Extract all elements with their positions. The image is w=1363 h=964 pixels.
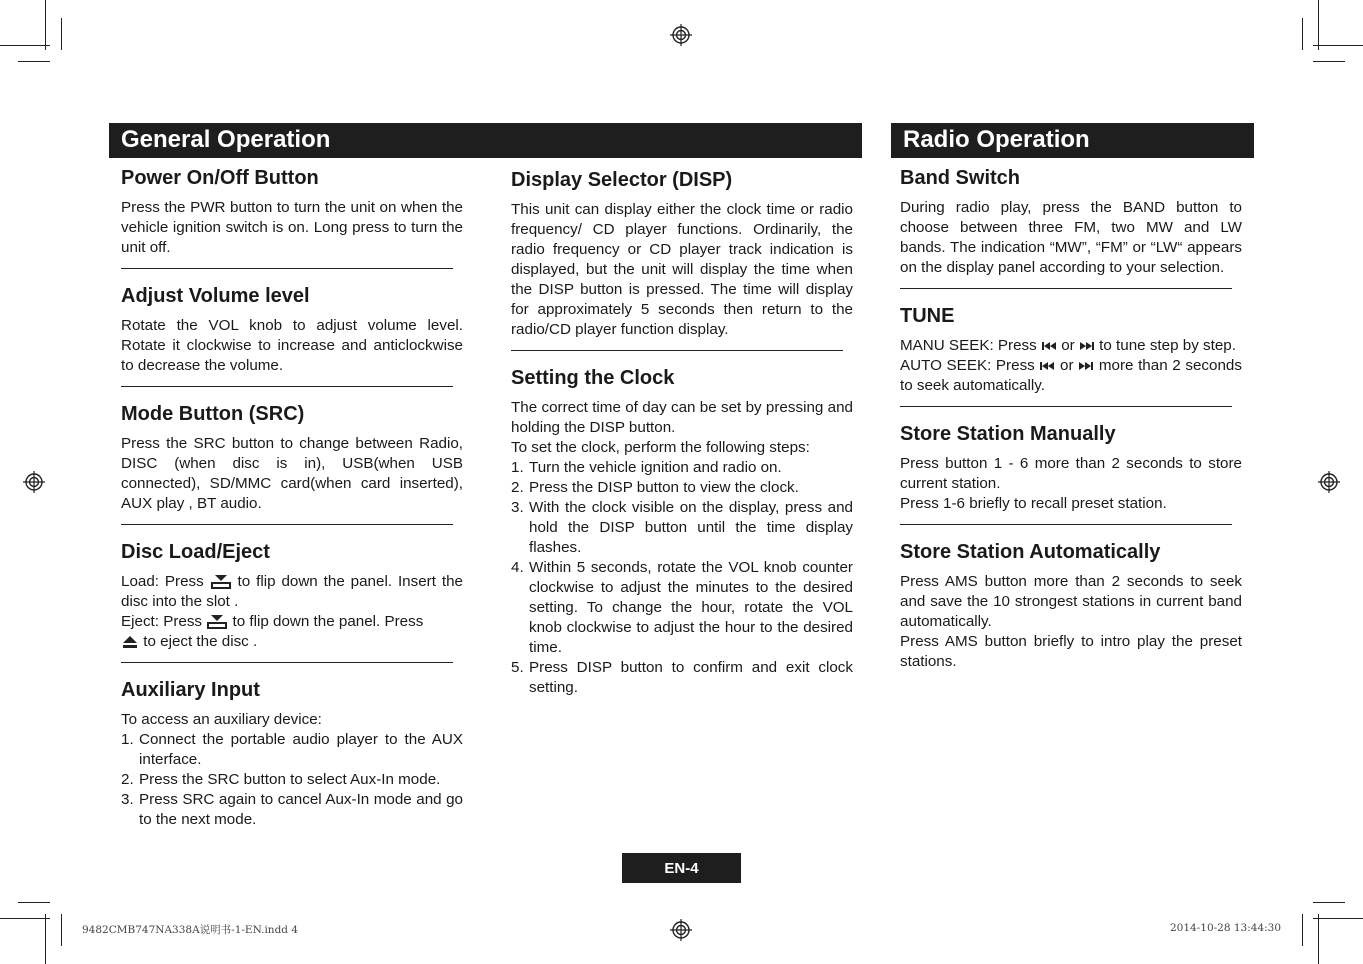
list-item: 4. Within 5 seconds, rotate the VOL knob counter clockwise to adjust the minutes to the desired setting. To change the hour, rotate the VOL knob clockwise to adjust the hour to the desired time. xyxy=(511,559,853,656)
registration-mark-icon xyxy=(670,919,692,941)
list-item: 1. Turn the vehicle ignition and radio on. xyxy=(511,459,782,476)
print-timestamp: 2014-10-28 13:44:30 xyxy=(1170,922,1282,934)
store-auto-text1: Press AMS button more than 2 seconds to seek and save the 10 strongest stations in current band automatically. xyxy=(900,573,1242,630)
aux-steps xyxy=(121,730,463,830)
registration-mark-icon xyxy=(670,24,692,46)
section-divider xyxy=(900,288,1232,289)
aux-intro: To access an auxiliary device: xyxy=(121,711,322,728)
mode-heading: Mode Button (SRC) xyxy=(121,403,305,425)
volume-text: Rotate the VOL knob to adjust volume level. Rotate it clockwise to increase and anticlockwise to decrease the volume. xyxy=(121,317,463,374)
section-divider xyxy=(121,268,453,269)
clock-intro: The correct time of day can be set by pressing and holding the DISP button. xyxy=(511,399,853,436)
store-auto-text2: Press AMS button briefly to intro play the preset stations. xyxy=(900,633,1242,670)
store-manual-heading: Store Station Manually xyxy=(900,423,1116,445)
tune-heading: TUNE xyxy=(900,305,955,327)
mode-text: Press the SRC button to change between Radio, DISC (when disc is in), USB(when USB connected), SD/MMC card(when card inserted), AUX play , BT audio. xyxy=(121,435,463,512)
registration-mark-icon xyxy=(23,471,45,493)
section-divider xyxy=(121,386,453,387)
clock-heading: Setting the Clock xyxy=(511,367,675,389)
list-item: 1. Connect the portable audio player to the AUX interface. xyxy=(121,731,463,768)
section-divider xyxy=(900,406,1232,407)
prev-track-icon xyxy=(1041,340,1057,352)
section-divider xyxy=(511,350,843,351)
list-item: 2. Press the SRC button to select Aux-In mode. xyxy=(121,771,441,788)
registration-mark-icon xyxy=(1318,471,1340,493)
band-heading: Band Switch xyxy=(900,167,1021,189)
disc-heading: Disc Load/Eject xyxy=(121,541,270,563)
store-manual-text1: Press button 1 - 6 more than 2 seconds to store current station. xyxy=(900,455,1242,492)
store-auto-heading: Store Station Automatically xyxy=(900,541,1161,563)
manu-seek-text: MANU SEEK: Press or to tune step by step. xyxy=(900,337,1236,354)
general-column-left xyxy=(121,166,463,830)
list-item: 5. Press DISP button to confirm and exit clock setting. xyxy=(511,659,853,696)
section-divider xyxy=(121,524,453,525)
list-item: 2. Press the DISP button to view the clock. xyxy=(511,479,799,496)
list-item: 3. Press SRC again to cancel Aux-In mode and go to the next mode. xyxy=(121,791,463,828)
page-number: EN-4 xyxy=(622,853,741,883)
general-operation-banner: General Operation xyxy=(109,123,862,158)
disc-load-text: Load: Press to flip down the panel. Insert the disc into the slot . xyxy=(121,573,463,610)
clock-intro2: To set the clock, perform the following steps: xyxy=(511,439,810,456)
radio-column xyxy=(900,166,1242,672)
disp-heading: Display Selector (DISP) xyxy=(511,169,733,191)
clock-steps xyxy=(511,458,853,698)
power-text: Press the PWR button to turn the unit on when the vehicle ignition switch is on. Long press to turn the unit off. xyxy=(121,199,463,256)
band-text: During radio play, press the BAND button to choose between three FM, two MW and LW bands. The indication “MW”, “FM” or “LW“ appears on the display panel according to your selection. xyxy=(900,199,1242,276)
disc-eject-text: Eject: Press to flip down the panel. Press to eject the disc . xyxy=(121,613,424,650)
radio-operation-banner: Radio Operation xyxy=(891,123,1254,158)
power-heading: Power On/Off Button xyxy=(121,167,319,189)
panel-flip-icon xyxy=(206,614,228,630)
next-track-icon xyxy=(1078,360,1094,372)
list-item: 3. With the clock visible on the display, press and hold the DISP button until the time display flashes. xyxy=(511,499,853,556)
auto-seek-text: AUTO SEEK: Press or more than 2 seconds to seek automatically. xyxy=(900,357,1242,394)
store-manual-text2: Press 1-6 briefly to recall preset station. xyxy=(900,495,1167,512)
section-divider xyxy=(900,524,1232,525)
next-track-icon xyxy=(1079,340,1095,352)
file-slug: 9482CMB747NA338A说明书-1-EN.indd 4 xyxy=(82,924,299,936)
volume-heading: Adjust Volume level xyxy=(121,285,310,307)
eject-icon xyxy=(121,634,139,650)
general-column-right xyxy=(511,168,853,698)
panel-flip-icon xyxy=(210,574,232,590)
aux-heading: Auxiliary Input xyxy=(121,679,260,701)
prev-track-icon xyxy=(1039,360,1055,372)
section-divider xyxy=(121,662,453,663)
disp-text: This unit can display either the clock time or radio frequency/ CD player functions. Ordinarily, the radio frequency or CD player track indication is displayed, but the unit will display the time when the DISP button is pressed. The time will display for approximately 5 seconds then return to the radio/CD player function display. xyxy=(511,201,853,338)
